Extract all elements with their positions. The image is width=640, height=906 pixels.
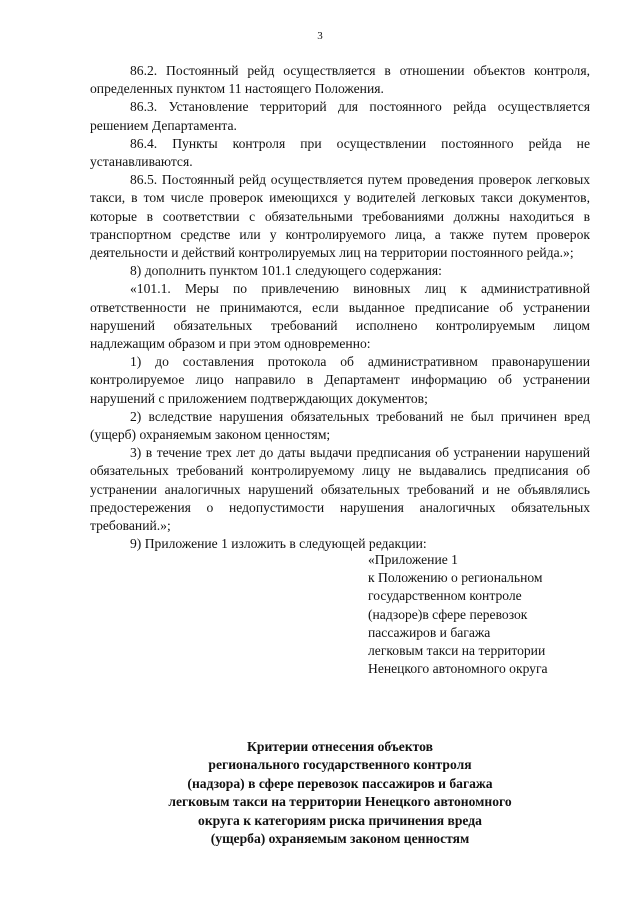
title-line: (ущерба) охраняемым законом ценностям — [210, 831, 470, 847]
paragraph-sub-1: 1) до составления протокола об административном правонарушении контролируемое лицо направило в Департамент информацию об устранении нарушений с приложением подтверждающих документов; — [90, 354, 590, 406]
paragraph-item-9: 9) Приложение 1 изложить в следующей редакции: — [130, 536, 427, 552]
title-line: легковым такси на территории Ненецкого автономного — [168, 794, 512, 810]
paragraph-sub-2: 2) вследствие нарушения обязательных требований не был причинен вред (ущерб) охраняемым законом ценностям; — [90, 408, 590, 443]
paragraph-101-1: «101.1. Меры по привлечению виновных лиц к административной ответственности не принимаются, если выданное предписание об устранении нарушений обязательных требований исполнено контролируемым лицом надлежащим образом и при этом одновременно: — [90, 281, 590, 352]
appendix-line: легковым такси на территории — [368, 643, 546, 659]
appendix-line: к Положению о региональном — [368, 570, 543, 586]
title-line: Критерии отнесения объектов — [247, 739, 433, 754]
body-text — [90, 62, 590, 553]
appendix-line: пассажиров и багажа — [368, 624, 491, 640]
title-line: регионального государственного контроля — [208, 757, 472, 773]
paragraph-item-8: 8) дополнить пунктом 101.1 следующего содержания: — [130, 263, 442, 279]
title-line: (надзора) в сфере перевозок пассажиров и багажа — [187, 775, 493, 791]
appendix-line: Ненецкого автономного округа — [368, 661, 548, 677]
paragraph-86-3: 86.3. Установление территорий для постоянного рейда осуществляется решением Департамента. — [90, 99, 590, 133]
title-line: округа к категориям риска причинения вреда — [198, 812, 482, 828]
appendix-heading — [368, 551, 598, 678]
paragraph-sub-3: 3) в течение трех лет до даты выдачи предписания об устранении нарушений обязательных требований контролируемому лицу не выдавались предписания об устранении аналогичных нарушений обязательных требований и не объявлялись предостережения о недопустимости нарушения аналогичных обязательных требований.»; — [90, 445, 590, 534]
criteria-title — [90, 738, 590, 848]
appendix-line: государственном контроле — [368, 588, 522, 604]
paragraph-86-5: 86.5. Постоянный рейд осуществляется путем проведения проверок легковых такси, в том числе проверок имеющихся у водителей легковых такси документов, которые в соответствии с обязательными требованиями должны находиться в транспортном средстве или у контролируемого лица, а также путем проверок деятельности и действий контролируемых лиц на территории постоянного рейда.»; — [90, 172, 590, 261]
paragraph-86-4: 86.4. Пункты контроля при осуществлении постоянного рейда не устанавливаются. — [90, 135, 590, 170]
appendix-line: «Приложение 1 — [368, 552, 458, 567]
appendix-line: (надзоре)в сфере перевозок — [368, 606, 528, 622]
page-number: 3 — [317, 30, 323, 42]
paragraph-86-2: 86.2. Постоянный рейд осуществляется в отношении объектов контроля, определенных пунктом 11 настоящего Положения. — [90, 63, 590, 97]
